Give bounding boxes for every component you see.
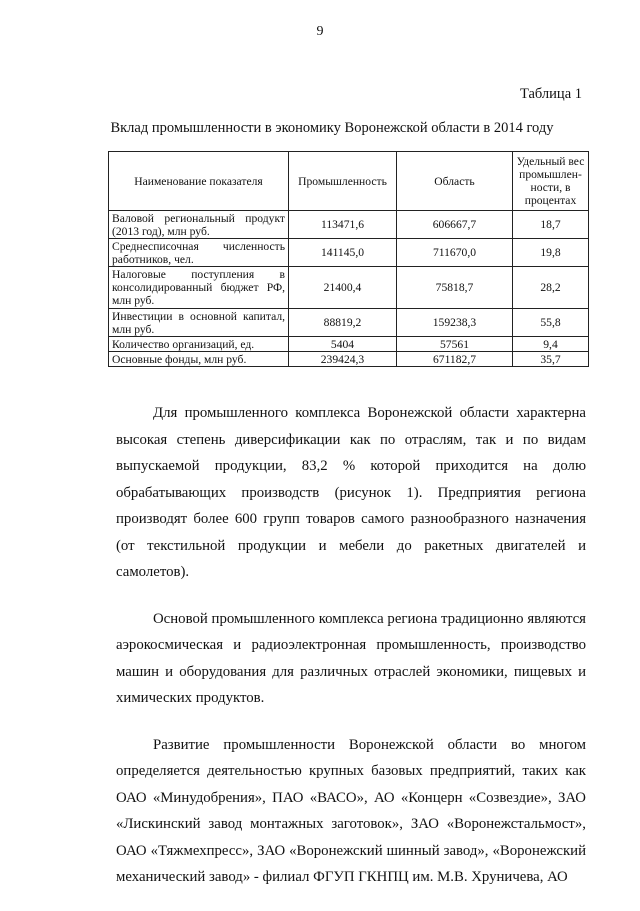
share-value: 9,4 (513, 337, 589, 352)
industry-value: 141145,0 (289, 239, 397, 267)
paragraph: Основой промышленного комплекса региона традиционно являются аэрокосмическая и радиоэлектронная промышленность, производство машин и оборудования для различных отраслей экономики, пищевых и химических продуктов. (116, 610, 586, 706)
region-value: 711670,0 (397, 239, 513, 267)
indicator-name: Налоговые поступления в консолидированный бюджет РФ, млн руб. (109, 267, 289, 309)
region-value: 671182,7 (397, 352, 513, 367)
share-value: 55,8 (513, 309, 589, 337)
industry-value: 5404 (289, 337, 397, 352)
industry-value: 88819,2 (289, 309, 397, 337)
header-region: Область (397, 152, 513, 211)
indicator-name: Среднесписочная численность работников, чел. (109, 239, 289, 267)
table-label: Таблица 1 (519, 86, 582, 102)
table-row (109, 352, 589, 367)
indicator-name: Основные фонды, млн руб. (109, 352, 289, 367)
region-value: 606667,7 (397, 211, 513, 239)
header-industry: Промышленность (289, 152, 397, 211)
table-row (109, 239, 589, 267)
indicator-name: Валовой региональный продукт (2013 год), млн руб. (109, 211, 289, 239)
table-row (109, 309, 589, 337)
table-caption: Вклад промышленности в экономику Воронежской области в 2014 году (110, 120, 554, 136)
share-value: 28,2 (513, 267, 589, 309)
table-row (109, 211, 589, 239)
share-value: 35,7 (513, 352, 589, 367)
region-value: 159238,3 (397, 309, 513, 337)
header-share: Удельный вес промышлен-ности, в процентах (513, 152, 589, 211)
industry-value: 239424,3 (289, 352, 397, 367)
header-indicator: Наименование показателя (109, 152, 289, 211)
industry-value: 21400,4 (289, 267, 397, 309)
paragraph: Для промышленного комплекса Воронежской области характерна высокая степень диверсификации как по отраслям, так и по видам выпускаемой продукции, 83,2 % которой приходится на долю обрабатывающих производств (рисунок 1). Предприятия региона производят более 600 групп товаров самого разнообразного назначения (от текстильной продукции и мебели до ракетных двигателей и самолетов). (116, 405, 586, 580)
table-header-row (109, 152, 589, 211)
indicator-name: Инвестиции в основной капитал, млн руб. (109, 309, 289, 337)
indicator-name: Количество организаций, ед. (109, 337, 289, 352)
region-value: 75818,7 (397, 267, 513, 309)
table-row (109, 337, 589, 352)
indicators-table (108, 151, 589, 367)
share-value: 19,8 (513, 239, 589, 267)
page-number: 9 (316, 24, 324, 39)
region-value: 57561 (397, 337, 513, 352)
share-value: 18,7 (513, 211, 589, 239)
table-row (109, 267, 589, 309)
body-text (116, 400, 586, 911)
paragraph: Развитие промышленности Воронежской области во многом определяется деятельностью крупных базовых предприятий, таких как ОАО «Минудобрения», ПАО «ВАСО», АО «Концерн «Созвездие», ЗАО «Лискинский завод монтажных заготовок», ЗАО «Воронежстальмост», ОАО «Тяжмехпресс», ЗАО «Воронежский шинный завод», «Воронежский механический завод» - филиал ФГУП ГКНПЦ им. М.В. Хруничева, АО (116, 736, 586, 885)
industry-value: 113471,6 (289, 211, 397, 239)
